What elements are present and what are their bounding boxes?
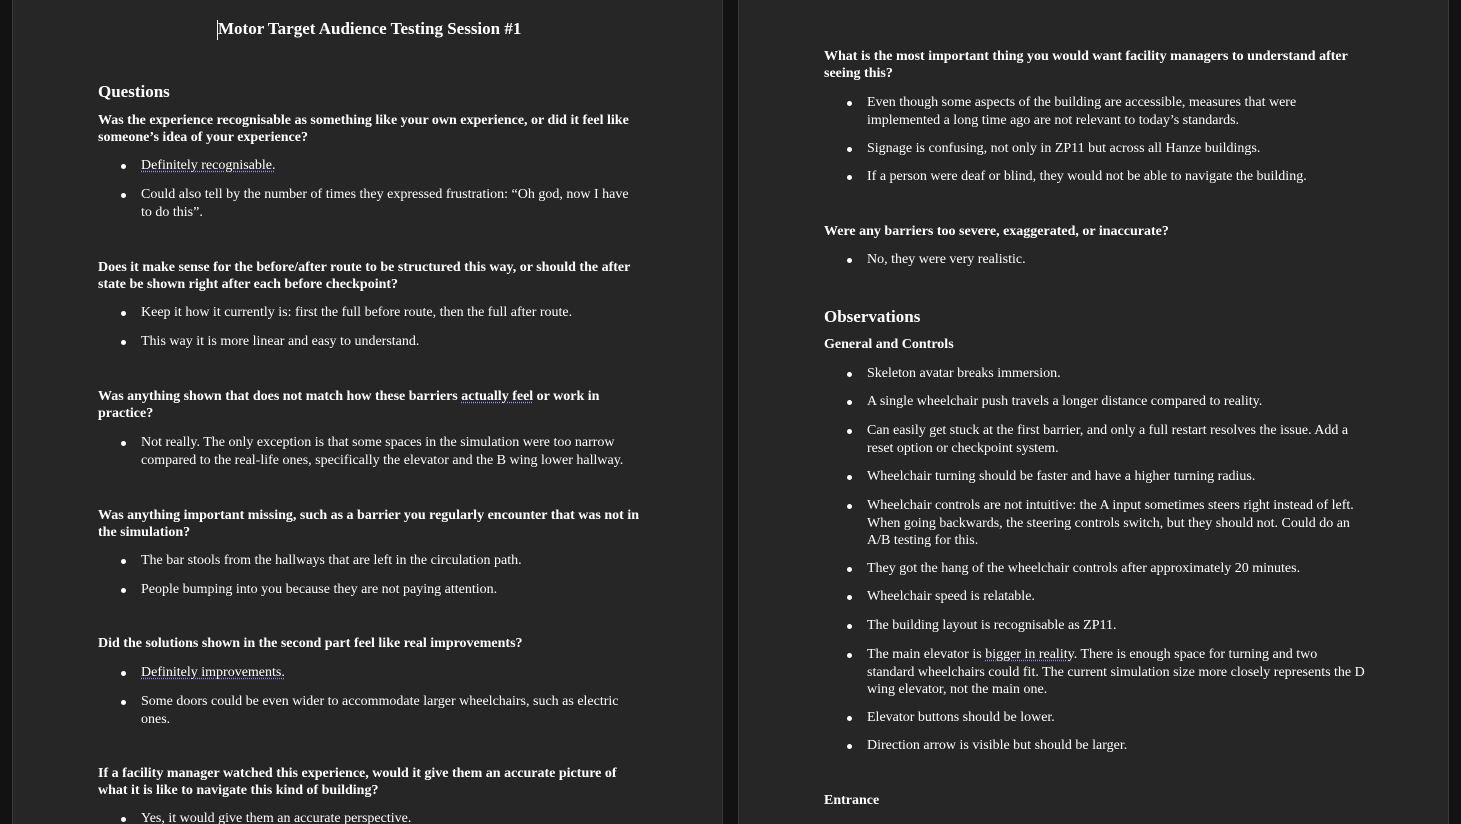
question-8[interactable]: Were any barriers too severe, exaggerated, or inaccurate? xyxy=(824,224,1169,239)
answer-4-2[interactable]: People bumping into you because they are not paying attention. xyxy=(141,581,651,599)
answer-5-1[interactable] xyxy=(141,664,651,682)
questions-heading[interactable]: Questions xyxy=(98,82,170,101)
observation-8[interactable]: The building layout is recognisable as ZP11. xyxy=(867,617,1372,635)
question-2[interactable]: Does it make sense for the before/after route to be structured this way, or should the after state be shown right after each before checkpoint? xyxy=(98,260,631,292)
answer-4-1[interactable]: The bar stools from the hallways that are left in the circulation path. xyxy=(141,552,651,570)
observation-2[interactable]: A single wheelchair push travels a longer distance compared to reality. xyxy=(867,393,1372,411)
observation-10[interactable]: Elevator buttons should be lower. xyxy=(867,709,1372,727)
answer-2-2[interactable]: This way it is more linear and easy to understand. xyxy=(141,333,651,351)
question-3-part-2: or work in practice? xyxy=(98,389,600,421)
observation-4[interactable]: Wheelchair turning should be faster and have a higher turning radius. xyxy=(867,468,1372,486)
answer-7-1[interactable]: Even though some aspects of the building are accessible, measures that were implemented a long time ago are not relevant to today’s standards. xyxy=(867,94,1367,129)
observation-9-flagged: bigger in reality xyxy=(985,647,1074,662)
observation-3[interactable]: Can easily get stuck at the first barrier, and only a full restart resolves the issue. Add a reset option or checkpoint system. xyxy=(867,422,1367,457)
general-controls-heading[interactable]: General and Controls xyxy=(824,337,954,352)
question-7[interactable]: What is the most important thing you would want facility managers to understand after seeing this? xyxy=(824,49,1348,81)
question-4[interactable]: Was anything important missing, such as a barrier you regularly encounter that was not in the simulation? xyxy=(98,508,639,540)
observation-9-part-2: . There is enough space for turning and two standard wheelchairs could fit. The current simulation size more closely represents the D wing elevator, not the main one. xyxy=(867,647,1365,697)
answer-1-1[interactable] xyxy=(141,157,651,175)
answer-2-1[interactable]: Keep it how it currently is: first the full before route, then the full after route. xyxy=(141,304,651,322)
observation-11[interactable]: Direction arrow is visible but should be larger. xyxy=(867,737,1372,755)
question-3[interactable] xyxy=(98,388,638,422)
answer-1-1-text: Definitely recognisable. xyxy=(141,158,276,173)
answer-5-2[interactable]: Some doors could be even wider to accommodate larger wheelchairs, such as electric ones. xyxy=(141,693,637,728)
question-3-part-1: Was anything shown that does not match how these barriers xyxy=(98,389,462,404)
answer-7-3[interactable]: If a person were deaf or blind, they would not be able to navigate the building. xyxy=(867,168,1377,186)
entrance-heading[interactable]: Entrance xyxy=(824,793,880,808)
document-page-2[interactable] xyxy=(739,0,1448,824)
observation-6[interactable]: They got the hang of the wheelchair controls after approximately 20 minutes. xyxy=(867,560,1372,578)
answer-7-2[interactable]: Signage is confusing, not only in ZP11 but across all Hanze buildings. xyxy=(867,140,1377,158)
observation-5[interactable]: Wheelchair controls are not intuitive: the A input sometimes steers right instead of left. When going backwards, the steering controls switch, but they should not. Could do an A/B testing for this. xyxy=(867,497,1359,550)
question-1[interactable]: Was the experience recognisable as something like your own experience, or did it feel like someone’s idea of your experience? xyxy=(98,113,629,145)
observation-7[interactable]: Wheelchair speed is relatable. xyxy=(867,588,1372,606)
question-3-flagged: actually feel xyxy=(461,389,534,404)
observation-9[interactable] xyxy=(867,646,1367,699)
document-title[interactable]: Motor Target Audience Testing Session #1 xyxy=(218,19,522,38)
observation-9-part-1: The main elevator is xyxy=(867,647,986,662)
answer-1-2[interactable]: Could also tell by the number of times they expressed frustration: “Oh god, now I have to do this”. xyxy=(141,186,641,221)
observations-heading[interactable]: Observations xyxy=(824,307,921,326)
question-5[interactable]: Did the solutions shown in the second part feel like real improvements? xyxy=(98,636,523,651)
answer-3-1[interactable]: Not really. The only exception is that some spaces in the simulation were too narrow compared to the real-life ones, specifically the elevator and the B wing lower hallway. xyxy=(141,434,641,469)
question-6[interactable]: If a facility manager watched this experience, would it give them an accurate picture of what it is like to navigate this kind of building? xyxy=(98,766,617,798)
answer-8-1[interactable]: No, they were very realistic. xyxy=(867,251,1377,269)
document-page-1[interactable] xyxy=(13,0,722,824)
observation-1[interactable]: Skeleton avatar breaks immersion. xyxy=(867,365,1372,383)
answer-6-1[interactable]: Yes, it would give them an accurate perspective. xyxy=(141,810,651,824)
answer-5-1-text: Definitely improvements. xyxy=(141,665,285,680)
